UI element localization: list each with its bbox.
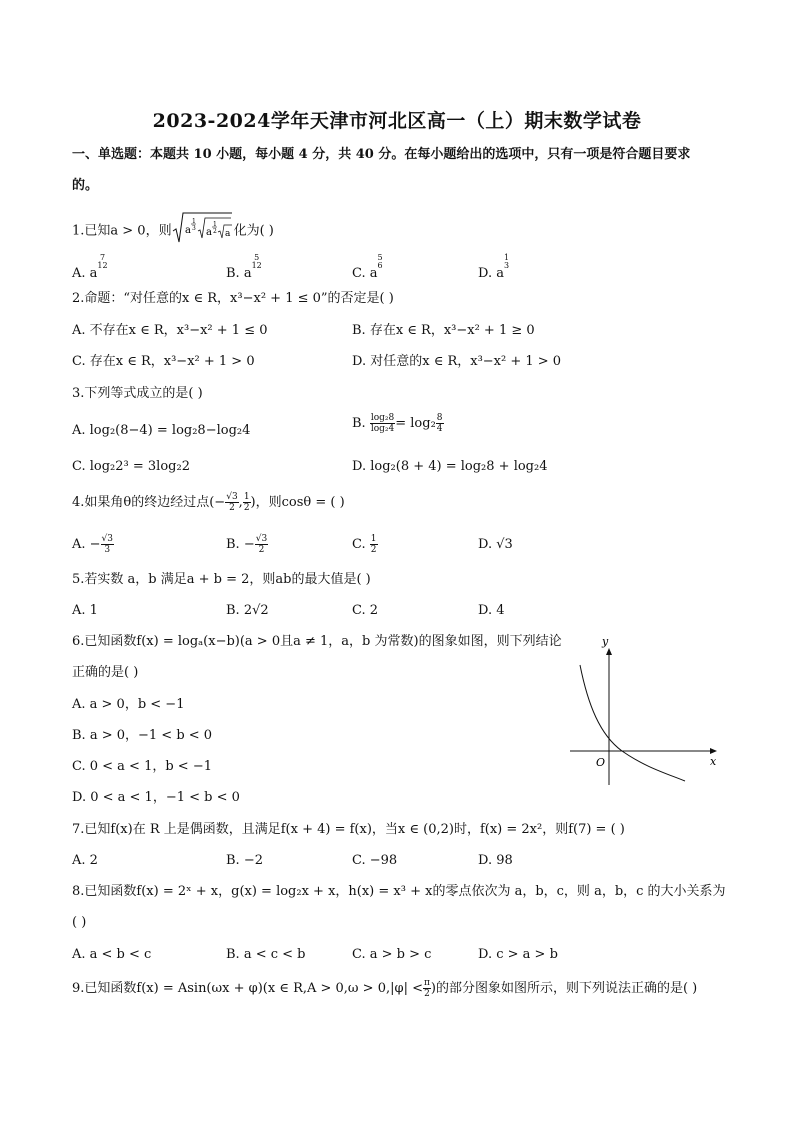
y-axis-label: y	[602, 635, 609, 648]
question-5: 5.若实数 a，b 满足a + b = 2，则ab的最大值是( )	[72, 572, 371, 587]
svg-text:3: 3	[191, 225, 196, 232]
question-1	[72, 211, 274, 251]
q3-option-d: D. log₂(8 + 4) = log₂8 + log₂4	[352, 459, 548, 474]
q5-option-b: B. 2√2	[226, 603, 269, 618]
section-heading: 一、单选题：本题共 10 小题，每小题 4 分，共 40 分。在每小题给出的选项中，只有一项是符合题目要求	[72, 147, 691, 162]
svg-text:a: a	[205, 227, 212, 238]
q4-option-d: D. √3	[478, 537, 513, 552]
q6-option-b: B. a > 0，−1 < b < 0	[72, 728, 213, 743]
q1-radical	[172, 211, 234, 251]
q1-option-a: A. a 7 12	[72, 253, 108, 281]
q5-option-c: C. 2	[352, 603, 379, 618]
q4-option-a: A. − $\frac{√3}{3}$	[72, 534, 114, 555]
x-axis-label: x	[710, 755, 717, 768]
log-graph-svg	[560, 625, 730, 795]
q4-option-b: B. − $\frac{√3}{2}$	[226, 534, 268, 555]
question-4: 4.如果角θ的终边经过点(− $\frac{√3}{2}$ , $\frac{1}{2}$ )，则cosθ = ( )	[72, 492, 345, 513]
q1-suffix: 化为( )	[233, 223, 274, 239]
question-9: 9.已知函数f(x) = Asin(ωx + φ)(x ∈ R,A > 0,ω > 0,|φ| < $\frac{\pi}{2}$ )的部分图象如图所示，则下列说法正确的是( )	[72, 978, 698, 999]
question-7: 7.已知f(x)在 R 上是偶函数，且满足f(x + 4) = f(x)，当x ∈ (0,2)时，f(x) = 2x²，则f(7) = ( )	[72, 822, 625, 837]
svg-text:a: a	[184, 225, 191, 236]
q4-option-c: C. $\frac{1}{2}$	[352, 534, 377, 555]
q1-option-c: C. a 5 6	[352, 253, 383, 281]
q6-option-c: C. 0 < a < 1，b < −1	[72, 759, 212, 774]
q3-option-c: C. log₂2³ = 3log₂2	[72, 459, 190, 474]
svg-text:2: 2	[212, 228, 217, 235]
q3-option-a: A. log₂(8−4) = log₂8−log₂4	[72, 423, 251, 438]
q5-option-a: A. 1	[72, 603, 98, 618]
q6-option-d: D. 0 < a < 1，−1 < b < 0	[72, 790, 240, 805]
q7-option-b: B. −2	[226, 853, 263, 868]
q1-option-d: D. a 1 3	[478, 253, 510, 281]
question-8: 8.已知函数f(x) = 2ˣ + x，g(x) = log₂x + x，h(x) = x³ + x的零点依次为 a，b，c，则 a，b，c 的大小关系为	[72, 884, 726, 899]
origin-label: O	[596, 756, 606, 769]
q7-option-d: D. 98	[478, 853, 513, 868]
q7-option-a: A. 2	[72, 853, 98, 868]
q2-option-a: A. 不存在x ∈ R，x³−x² + 1 ≤ 0	[72, 323, 268, 338]
question-6-cont: 正确的是( )	[72, 665, 139, 680]
question-6: 6.已知函数f(x) = logₐ(x−b)(a > 0且a ≠ 1，a，b 为常数)的图象如图，则下列结论	[72, 634, 562, 649]
q6-option-a: A. a > 0，b < −1	[72, 697, 185, 712]
q7-option-c: C. −98	[352, 853, 398, 868]
section-heading-cont: 的。	[72, 178, 99, 193]
q2-option-c: C. 存在x ∈ R，x³−x² + 1 > 0	[72, 354, 255, 369]
svg-text:1: 1	[191, 218, 196, 225]
question-8-cont: ( )	[72, 915, 87, 930]
svg-text:a: a	[224, 229, 230, 239]
q8-option-a: A. a < b < c	[72, 947, 152, 962]
q3-option-b: B. $\frac{\text{log₂8}}{\text{log₂4}}$ = log₂ $\frac{8}{4}$	[352, 413, 443, 434]
q6-function-graph	[560, 625, 730, 795]
exam-title: 2023-2024学年天津市河北区高一（上）期末数学试卷	[152, 110, 642, 132]
q1-prefix: 1.已知a > 0，则	[72, 223, 172, 239]
question-2: 2.命题：“对任意的x ∈ R，x³−x² + 1 ≤ 0”的否定是( )	[72, 291, 394, 306]
q2-option-d: D. 对任意的x ∈ R，x³−x² + 1 > 0	[352, 354, 562, 369]
q1-option-b: B. a 5 12	[226, 253, 262, 281]
question-3: 3.下列等式成立的是( )	[72, 386, 203, 401]
q8-option-b: B. a < c < b	[226, 947, 306, 962]
q5-option-d: D. 4	[478, 603, 505, 618]
q2-option-b: B. 存在x ∈ R，x³−x² + 1 ≥ 0	[352, 323, 535, 338]
svg-text:1: 1	[212, 221, 217, 228]
nested-radical-expression	[172, 211, 234, 245]
q8-option-d: D. c > a > b	[478, 947, 558, 962]
q8-option-c: C. a > b > c	[352, 947, 432, 962]
